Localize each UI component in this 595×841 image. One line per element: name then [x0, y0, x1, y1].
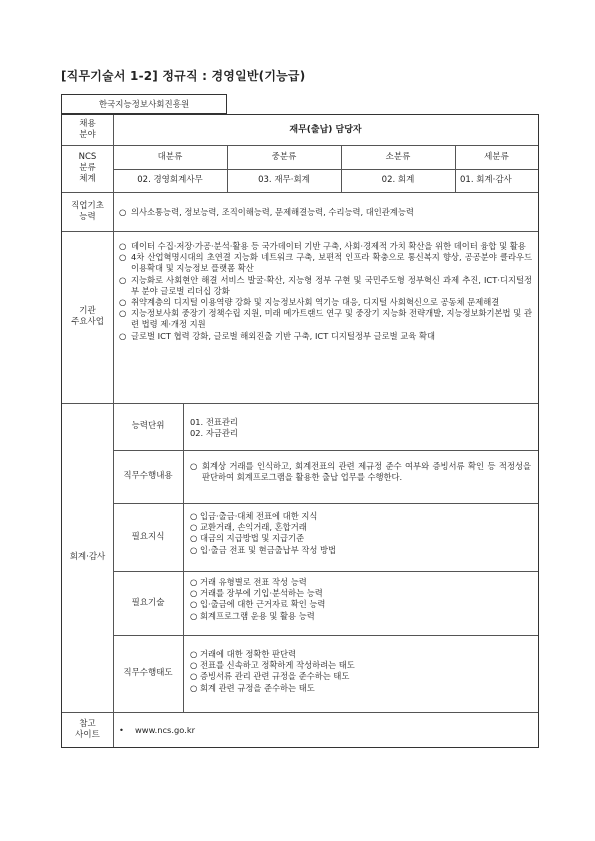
job-description-table [61, 114, 539, 748]
knowledge-label: 필요지식 [131, 531, 165, 542]
attitude-label: 직무수행태도 [123, 668, 173, 678]
bullet-icon: • [119, 725, 124, 735]
list-item: ○ 거래를 장부에 기입·분석하는 능력 [190, 588, 323, 599]
basic-skills-text: ○ 의사소통능력, 정보능력, 조직이해능력, 문제해결능력, 수리능력, 대인관계능력 [119, 207, 414, 217]
attitude-list [190, 649, 531, 694]
list-item: ○ 회계프로그램 운용 및 활용 능력 [190, 610, 315, 621]
ncs-header-middle: 중분류 [271, 151, 297, 162]
ncs-header-detail: 세분류 [484, 151, 509, 162]
main-business-list [119, 241, 532, 342]
knowledge-list [190, 511, 531, 556]
ncs-value-minor: 02. 회계 [381, 175, 415, 185]
list-item: ○ 입금·출금·대체 전표에 대한 지식 [190, 511, 318, 521]
reference-site [119, 725, 419, 736]
basic-skills-label: 직업기초 능력 [71, 200, 104, 222]
list-item: ○ 글로벌 ICT 협력 강화, 글로벌 해외진출 기반 구축, ICT 디지털정부 글로벌 교육 확대 [119, 330, 435, 341]
accounting-label: 회계·감사 [69, 552, 106, 562]
main-business-label: 기관 주요사업 [71, 306, 104, 327]
list-item: ○ 대금의 지급방법 및 지급기준 [190, 533, 305, 544]
job-category-label: 채용 분야 [79, 119, 96, 140]
list-item: ○ 취약계층의 디지털 이용역량 강화 및 지능정보사회 역기능 대응, 디지털 사회혁신으로 공동체 문제해결 [119, 297, 500, 308]
ncs-value-middle: 03. 재무·회계 [258, 175, 310, 185]
list-item: ○ 거래에 대한 정확한 판단력 [190, 649, 297, 659]
list-item: ○ 4차 산업혁명시대의 초연결 지능화 네트워크 구축, 보편적 인프라 확충으로 통신복지 향상, 공공분야 클라우드 이용확대 및 지능정보 플랫폼 확산 [119, 252, 532, 274]
organization-name: 한국지능정보사회진흥원 [61, 94, 227, 114]
list-item: ○ 전표를 신속하고 정확하게 작성하려는 태도 [190, 660, 355, 671]
list-item: ○ 교환거래, 손익거래, 혼합거래 [190, 522, 307, 533]
list-item: ○ 지능정보사회 중장기 정책수립 지원, 미래 메가트랜드 연구 및 중장기 지능화 전략개발, 지능정보화기본법 및 관련 법령 제·개정 지원 [119, 308, 532, 330]
list-item: ○ 증빙서류 관리 관련 규정을 준수하는 태도 [190, 671, 350, 682]
list-item: 02. 자금관리 [190, 428, 238, 439]
list-item: ○ 입·출금 전표 및 현금출납부 작성 방법 [190, 544, 337, 555]
ncs-header-major: 대분류 [157, 151, 183, 162]
duty-list [190, 461, 531, 483]
list-item: ○ 지능화로 사회현안 해결 서비스 발굴·확산, 지능형 정부 구현 및 국민주도형 정부혁신 과제 추진, ICT·디지털정부 분야 글로벌 리더십 강화 [119, 274, 532, 296]
list-item: ○ 데이터 수집·저장·가공·분석·활용 등 국가데이터 기반 구축, 사회·경제적 가치 확산을 위한 데이터 융합 및 활용 [119, 241, 526, 251]
ncs-label: NCS 분류 체계 [78, 152, 97, 184]
competency-units-label: 능력단위 [131, 421, 165, 431]
job-category-value: 재무(출납) 담당자 [289, 124, 362, 135]
list-item: 01. 전표관리 [190, 417, 238, 427]
list-item: ○ 거래 유형별로 전표 작성 능력 [190, 577, 307, 587]
reference-label: 참고 사이트 [75, 718, 100, 740]
list-item: ○ 입·출금에 대한 근거자료 확인 능력 [190, 599, 326, 610]
reference-url[interactable]: www.ncs.go.kr [135, 725, 196, 735]
competency-units-list [190, 417, 530, 439]
skills-label: 필요기술 [131, 597, 165, 608]
list-item: ○ 회계상 거래를 인식하고, 회계전표의 관련 제규정 준수 여부와 증빙서류 확인 등 적정성을 판단하여 회계프로그램을 활용한 출납 업무를 수행한다. [190, 461, 531, 483]
ncs-value-major: 02. 경영회계사무 [137, 175, 203, 185]
duty-label: 직무수행내용 [123, 471, 173, 481]
document-title: [직무기술서 1-2] 정규직 : 경영일반(기능급) [61, 69, 306, 83]
ncs-value-detail: 01. 회계·감사 [460, 175, 512, 185]
list-item: ○ 회계 관련 규정을 준수하는 태도 [190, 682, 315, 693]
skills-list [190, 577, 531, 622]
ncs-header-minor: 소분류 [385, 151, 411, 162]
